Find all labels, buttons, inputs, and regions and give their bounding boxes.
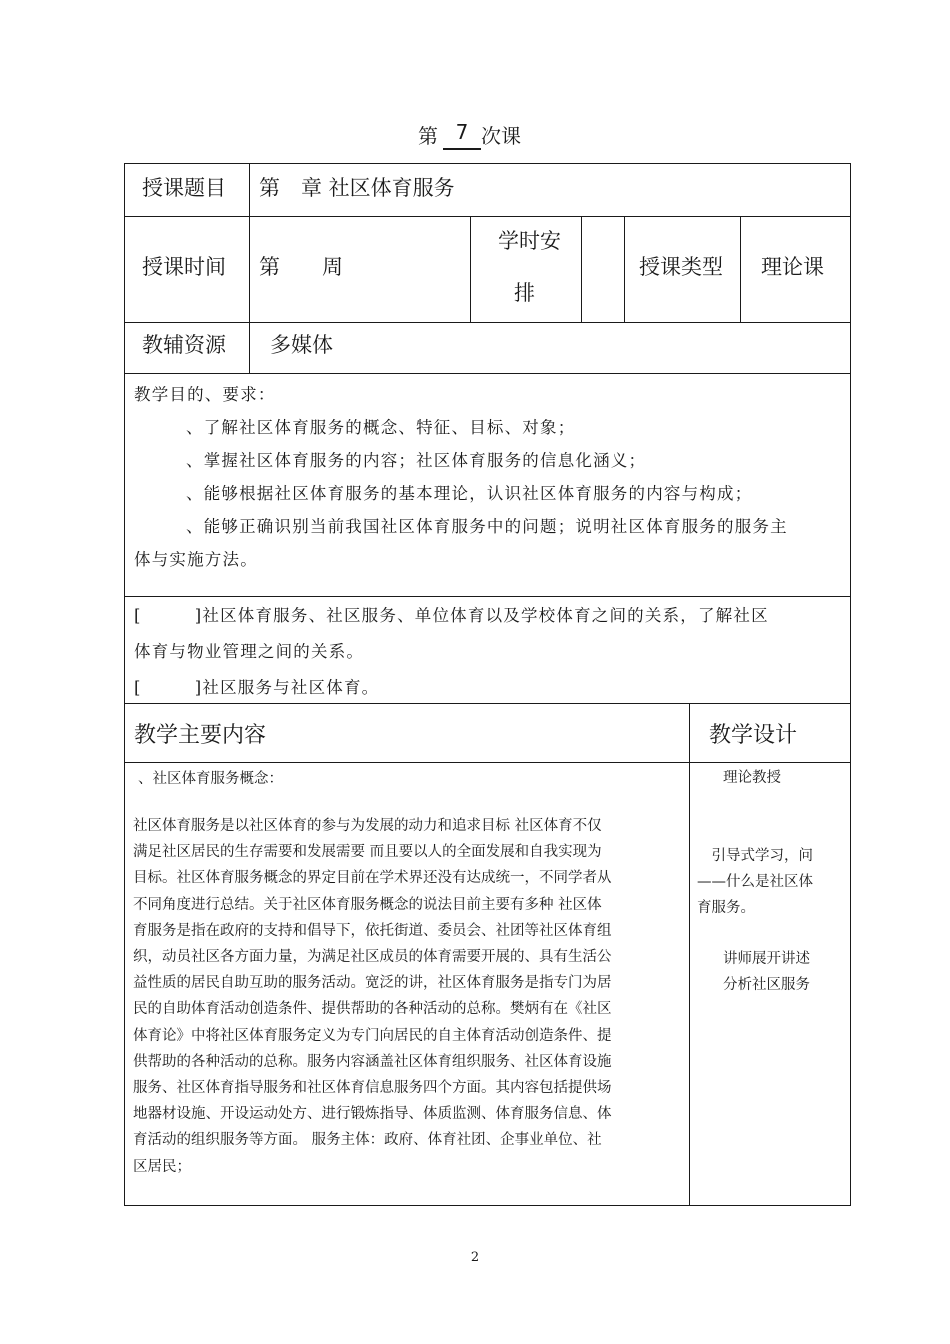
rule-hours-right — [581, 216, 582, 322]
design-text: 分析社区服务 — [723, 977, 810, 994]
lesson-title — [0, 120, 950, 152]
paragraph-line: 地器材设施、开设运动处方、进行锻炼指导、体质监测、体育服务信息、体 — [133, 1106, 612, 1123]
paragraph-line: 服务、社区体育指导服务和社区体育信息服务四个方面。其内容包括提供场 — [133, 1080, 612, 1097]
content-paragraph — [133, 813, 680, 1180]
rule-hours-left — [470, 216, 471, 322]
objective-item: 、了解社区体育服务的概念、特征、目标、对象； — [186, 418, 576, 437]
rule-resource-bottom — [124, 373, 851, 374]
rule-hours-value-right — [624, 216, 625, 322]
topic-label: 授课题目 — [142, 176, 226, 200]
rule-type-right — [740, 216, 741, 322]
objective-item: 、掌握社区体育服务的内容；社区体育服务的信息化涵义； — [186, 451, 647, 470]
paragraph-line: 目标。社区体育服务概念的界定目前在学术界还没有达成统一，不同学者从 — [133, 870, 612, 887]
time-value: 第 周 — [259, 255, 343, 279]
design-item-lecture — [697, 765, 868, 791]
rule-design-divider — [689, 703, 690, 1206]
hours-label-line2: 排 — [514, 281, 535, 305]
paragraph-line: 织，动员社区各方面力量，为满足社区成员的体育需要开展的、具有生活公 — [133, 949, 612, 966]
rule-objectives-bottom — [124, 596, 851, 597]
objectives-heading: 教学目的、要求： — [134, 385, 276, 404]
paragraph-line: 社区体育服务是以社区体育的参与为发展的动力和追求目标 社区体育不仅 — [133, 818, 602, 834]
lesson-title-prefix: 第 — [418, 124, 438, 148]
design-item-guided-learning — [697, 843, 842, 922]
lesson-plan-table — [124, 163, 851, 1206]
key-point-line: [ ]社区体育服务、社区服务、单位体育以及学校体育之间的关系，了解社区 — [134, 606, 769, 625]
lesson-number: 7 — [443, 120, 481, 150]
resource-label: 教辅资源 — [142, 333, 226, 357]
hours-label-line1: 学时安 — [498, 229, 561, 253]
objective-item: 、能够正确识别当前我国社区体育服务中的问题；说明社区体育服务的服务主 — [186, 517, 788, 536]
paragraph-line: 育活动的组织服务等方面。 服务主体：政府、体育社团、企事业单位、社 — [133, 1132, 602, 1149]
teaching-design-heading: 教学设计 — [709, 723, 798, 748]
resource-value: 多媒体 — [270, 333, 333, 357]
paragraph-line: 益性质的居民自助互助的服务活动。宽泛的讲，社区体育服务是指专门为居 — [133, 975, 612, 992]
page-number: 2 — [470, 1250, 480, 1265]
rule-time-bottom — [124, 322, 851, 323]
lesson-title-suffix: 次课 — [481, 124, 521, 148]
paragraph-line: 区居民； — [133, 1158, 191, 1175]
design-text: 引导式学习，问 — [697, 848, 813, 864]
key-points — [134, 598, 839, 706]
rule-bottom — [124, 1205, 851, 1206]
topic-value: 第 章 社区体育服务 — [259, 176, 455, 200]
rule-left — [124, 163, 125, 1206]
paragraph-line: 民的自助体育活动创造条件、提供帮助的各种活动的总称。樊炳有在《社区 — [133, 1001, 612, 1018]
main-content-heading: 教学主要内容 — [134, 723, 267, 748]
design-text: ——什么是社区体 — [697, 874, 813, 891]
paragraph-line: 育服务是指在政府的支持和倡导下，依托街道、委员会、社团等社区体育组 — [133, 922, 612, 939]
objective-item-continued: 体与实施方法。 — [134, 550, 258, 569]
key-point-line: [ ]社区服务与社区体育。 — [134, 678, 380, 697]
objective-item: 、能够根据社区体育服务的基本理论，认识社区体育服务的内容与构成； — [186, 484, 753, 503]
design-text: 育服务。 — [697, 900, 755, 917]
rule-right — [850, 163, 851, 1206]
type-value: 理论课 — [761, 255, 824, 279]
rule-label-divider — [249, 163, 250, 373]
design-item-explanation — [697, 946, 868, 998]
paragraph-line: 体育论》中将社区体育服务定义为专门向居民的自主体育活动创造条件、提 — [133, 1027, 612, 1044]
teaching-objectives — [134, 378, 839, 576]
paragraph-line: 不同角度进行总结。关于社区体育服务概念的说法目前主要有多种 社区体 — [133, 896, 602, 913]
paragraph-line: 满足社区居民的生存需要和发展需要 而且要以人的全面发展和自我实现为 — [133, 844, 602, 861]
rule-topic-bottom — [124, 216, 851, 217]
rule-top — [124, 163, 851, 164]
rule-heading-bottom — [124, 762, 851, 763]
design-text: 理论教授 — [723, 770, 781, 786]
time-label: 授课时间 — [142, 255, 226, 279]
key-point-line: 体育与物业管理之间的关系。 — [134, 642, 365, 661]
type-label: 授课类型 — [639, 255, 723, 279]
design-text: 讲师展开讲述 — [723, 951, 810, 967]
section-title: 、社区体育服务概念： — [138, 771, 283, 787]
paragraph-line: 供帮助的各种活动的总称。服务内容涵盖社区体育组织服务、社区体育设施 — [133, 1053, 612, 1070]
